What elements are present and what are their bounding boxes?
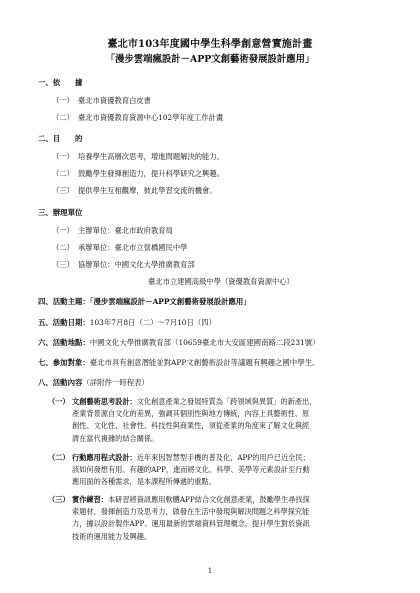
place-value: 中國文化大學推廣教育部（10659臺北市大安區建國南路二段231號）: [89, 338, 320, 347]
content-note: （詳附件一時程表）: [82, 378, 149, 387]
item-label: 文創藝術思考設計：: [72, 397, 137, 406]
item-number: （三）: [48, 495, 70, 504]
item-line: 創性、文化性、社會性、科技性與商業性，須從產業的角度來了解文化與經: [72, 421, 310, 431]
item-line: 文化創意產業之發展特質為「跨領域與異質」的新產出，: [136, 397, 317, 406]
item-line: 索題材，發揮創造力及思考力，啟發在生活中發現與解決問題之科學探究能: [72, 507, 310, 517]
item-line: 應用面的各種需求，是本課程所傳遞的重點。: [72, 477, 216, 487]
section-place: [38, 338, 320, 349]
item-line: 濟在當代複雜的結合關係。: [72, 433, 159, 443]
item-text: 培養學生高層次思考，增進問題解決的能力。: [78, 152, 224, 161]
date-heading: 五、活動日期：: [38, 318, 90, 327]
item-number: （一）: [52, 152, 74, 161]
purpose-item: [52, 169, 224, 180]
section-theme: [38, 297, 251, 308]
document-subtitle: 「漫步雲端瘋設計－APP文創藝術發展設計應用」: [105, 54, 315, 65]
item-number: （三）: [52, 186, 74, 195]
purpose-item: [52, 186, 217, 197]
basis-item: [52, 96, 151, 107]
item-text: 提供學生互相觀摩，彼此學習交流的機會。: [78, 186, 217, 195]
item-text: 承辦單位：臺北市立營橋國民中學: [78, 243, 188, 252]
page-number: 1: [207, 567, 213, 575]
item-line: 該如何發想有用、有趣的APP，進而將文化、科學、美學等元素設計至行動: [72, 465, 310, 475]
item-text: 主辦單位：臺北市政府教育局: [78, 226, 173, 235]
item-number: （二）: [52, 169, 74, 178]
item-line: 產業背景源自文化的差異，強調其個別性與地方傳統，內容上具藝術性、原: [72, 409, 310, 419]
item-number: （二）: [52, 113, 74, 122]
purpose-item: [52, 152, 224, 163]
section-content: [38, 378, 149, 389]
section-participants: [38, 358, 319, 369]
theme-value: 「漫步雲端瘋設計－APP文創藝術發展設計應用」: [89, 297, 251, 306]
document-title: 臺北市103年度國中學生科學創意營實施計畫: [107, 39, 313, 50]
units-item: [52, 260, 195, 271]
units-extra: 臺北市立建國高級中學（資優教育資源中心）: [148, 277, 294, 286]
item-line: 力，據以設計製作APP。運用最新的雲端資料管理概念，提升學生對於資訊: [72, 519, 310, 529]
date-value: 103年7月8日（二）～7月10日（四）: [89, 318, 217, 327]
place-heading: 六、活動地點：: [38, 338, 90, 347]
item-text: 臺北市資優教育資源中心102學年度工作計畫: [78, 113, 224, 122]
units-item: [52, 243, 187, 254]
item-text: 臺北市資優教育白皮書: [78, 96, 151, 105]
units-item: [52, 226, 173, 237]
item-line: 近年來因智慧型手機的普及化，APP的用戶已近全民；: [136, 453, 310, 462]
section-purpose-heading: 二、目 的: [38, 134, 83, 143]
item-number: （一）: [48, 397, 70, 406]
item-text: 鼓勵學生發揮創造力，提升科學研究之興趣。: [78, 169, 224, 178]
item-number: （一）: [52, 226, 74, 235]
content-item: [48, 396, 388, 445]
item-number: （一）: [52, 96, 74, 105]
participants-heading: 七、參加對象：: [38, 358, 90, 367]
section-date: [38, 318, 216, 329]
content-item: [48, 452, 388, 489]
item-label: 行動應用程式設計：: [72, 453, 137, 462]
item-text: 協辦單位：中國文化大學推廣教育部: [78, 260, 195, 269]
theme-heading: 四、活動主題：: [38, 297, 90, 306]
basis-item: [52, 113, 223, 124]
item-number: （三）: [52, 260, 74, 269]
item-label: 實作練習：: [72, 495, 108, 504]
section-units-heading: 三、辦理單位: [38, 208, 83, 217]
item-number: （二）: [48, 453, 70, 462]
item-line: 本研習將資訊應用軟體APP結合文化創意產業，鼓勵學生尋找探: [107, 495, 310, 504]
content-item: [48, 494, 388, 543]
item-line: 技術的運用能力及興趣。: [72, 531, 152, 541]
item-number: （二）: [52, 243, 74, 252]
participants-value: 臺北市具有創意潛能並對APP文創藝術設計等議題有興趣之國中學生。: [89, 358, 320, 367]
section-basis-heading: 一、依 據: [38, 78, 83, 87]
content-heading: 八、活動內容: [38, 378, 83, 387]
